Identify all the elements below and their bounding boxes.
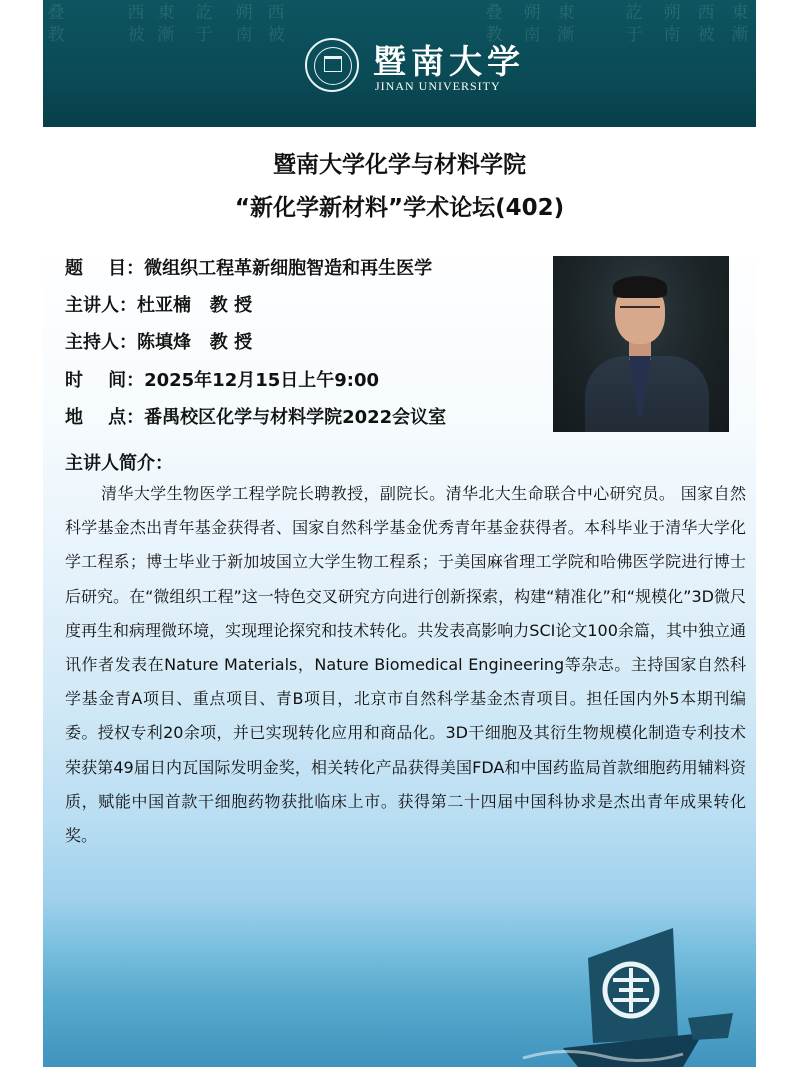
motto-column: 東 漸 xyxy=(557,3,575,45)
speaker-photo xyxy=(553,256,729,432)
info-value: 陈填烽 教 授 xyxy=(137,332,253,353)
university-name-cn: 暨南大学 xyxy=(373,42,525,81)
info-label: 题 目： xyxy=(65,258,145,279)
university-seal-icon xyxy=(305,38,359,92)
poster xyxy=(43,0,756,1067)
motto-column: 西 被 xyxy=(267,3,285,45)
motto-column: 叠 教 xyxy=(47,3,65,45)
bio-heading: 主讲人简介： xyxy=(65,453,173,474)
info-row-time xyxy=(65,366,379,392)
info-value: 微组织工程革新细胞智造和再生医学 xyxy=(144,258,433,279)
motto-column: 東 漸 xyxy=(157,3,175,45)
info-row-topic xyxy=(65,254,432,280)
page-subtitle: “新化学新材料”学术论坛(402) xyxy=(234,195,565,221)
header-banner xyxy=(43,0,756,127)
info-value: 2025年12月15日上午9:00 xyxy=(144,370,380,391)
info-label: 地 点： xyxy=(65,407,145,428)
motto-column: 東 漸 xyxy=(731,3,749,45)
bio-text: 清华大学生物医学工程学院长聘教授，副院长。清华北大生命联合中心研究员。 国家自然科学基金杰出青年基金获得者、国家自然科学基金优秀青年基金获得者。本科毕业于清华大学化学工程系；博士毕业于新加坡国立大学生物工程系；于美国麻省理工学院和哈佛医学院进行博士后研究。在“微组织工程”这一特色交叉研究方向进行创新探索，构建“精准化”和“规模化”3D微尺度再生和病理微环境，实现理论探究和技术转化。共发表高影响力SCI论文100余篇，其中独立通讯作者发表在Nature Materials，Nature Biomedical Engineering等杂志。主持国家自然科学基金青A项目、重点项目、青B项目，北京市自然科学基金杰青项目。担任国内外5本期刊编委。授权专利20余项，并已实现转化应用和商品化。3D干细胞及其衍生物规模化制造专利技术荣获第49届日内瓦国际发明金奖，相关转化产品获得美国FDA和中国药监局首款细胞药用辅料资质，赋能中国首款干细胞药物获批临床上市。获得第二十四届中国科协求是杰出青年成果转化奖。 xyxy=(65,484,746,846)
motto-column: 朔 南 xyxy=(523,3,541,45)
info-value: 杜亚楠 教 授 xyxy=(137,295,253,316)
motto-column: 訖 于 xyxy=(195,3,213,45)
motto-column: 西 被 xyxy=(697,3,715,45)
motto-column: 西 被 xyxy=(127,3,145,45)
sailboat-logo-icon xyxy=(503,918,743,1067)
motto-column: 朔 南 xyxy=(663,3,681,45)
motto-column: 叠 教 xyxy=(485,3,503,45)
motto-column: 朔 南 xyxy=(235,3,253,45)
motto-column: 訖 于 xyxy=(625,3,643,45)
page-title: 暨南大学化学与材料学院 xyxy=(273,152,526,178)
info-label: 时 间： xyxy=(65,370,145,391)
university-name-en: JINAN UNIVERSITY xyxy=(375,79,501,93)
info-label: 主持人： xyxy=(65,332,137,353)
info-row-location xyxy=(65,403,446,429)
info-row-host xyxy=(65,328,252,354)
info-row-speaker xyxy=(65,291,252,317)
info-label: 主讲人： xyxy=(65,295,137,316)
info-value: 番禺校区化学与材料学院2022会议室 xyxy=(144,407,447,428)
